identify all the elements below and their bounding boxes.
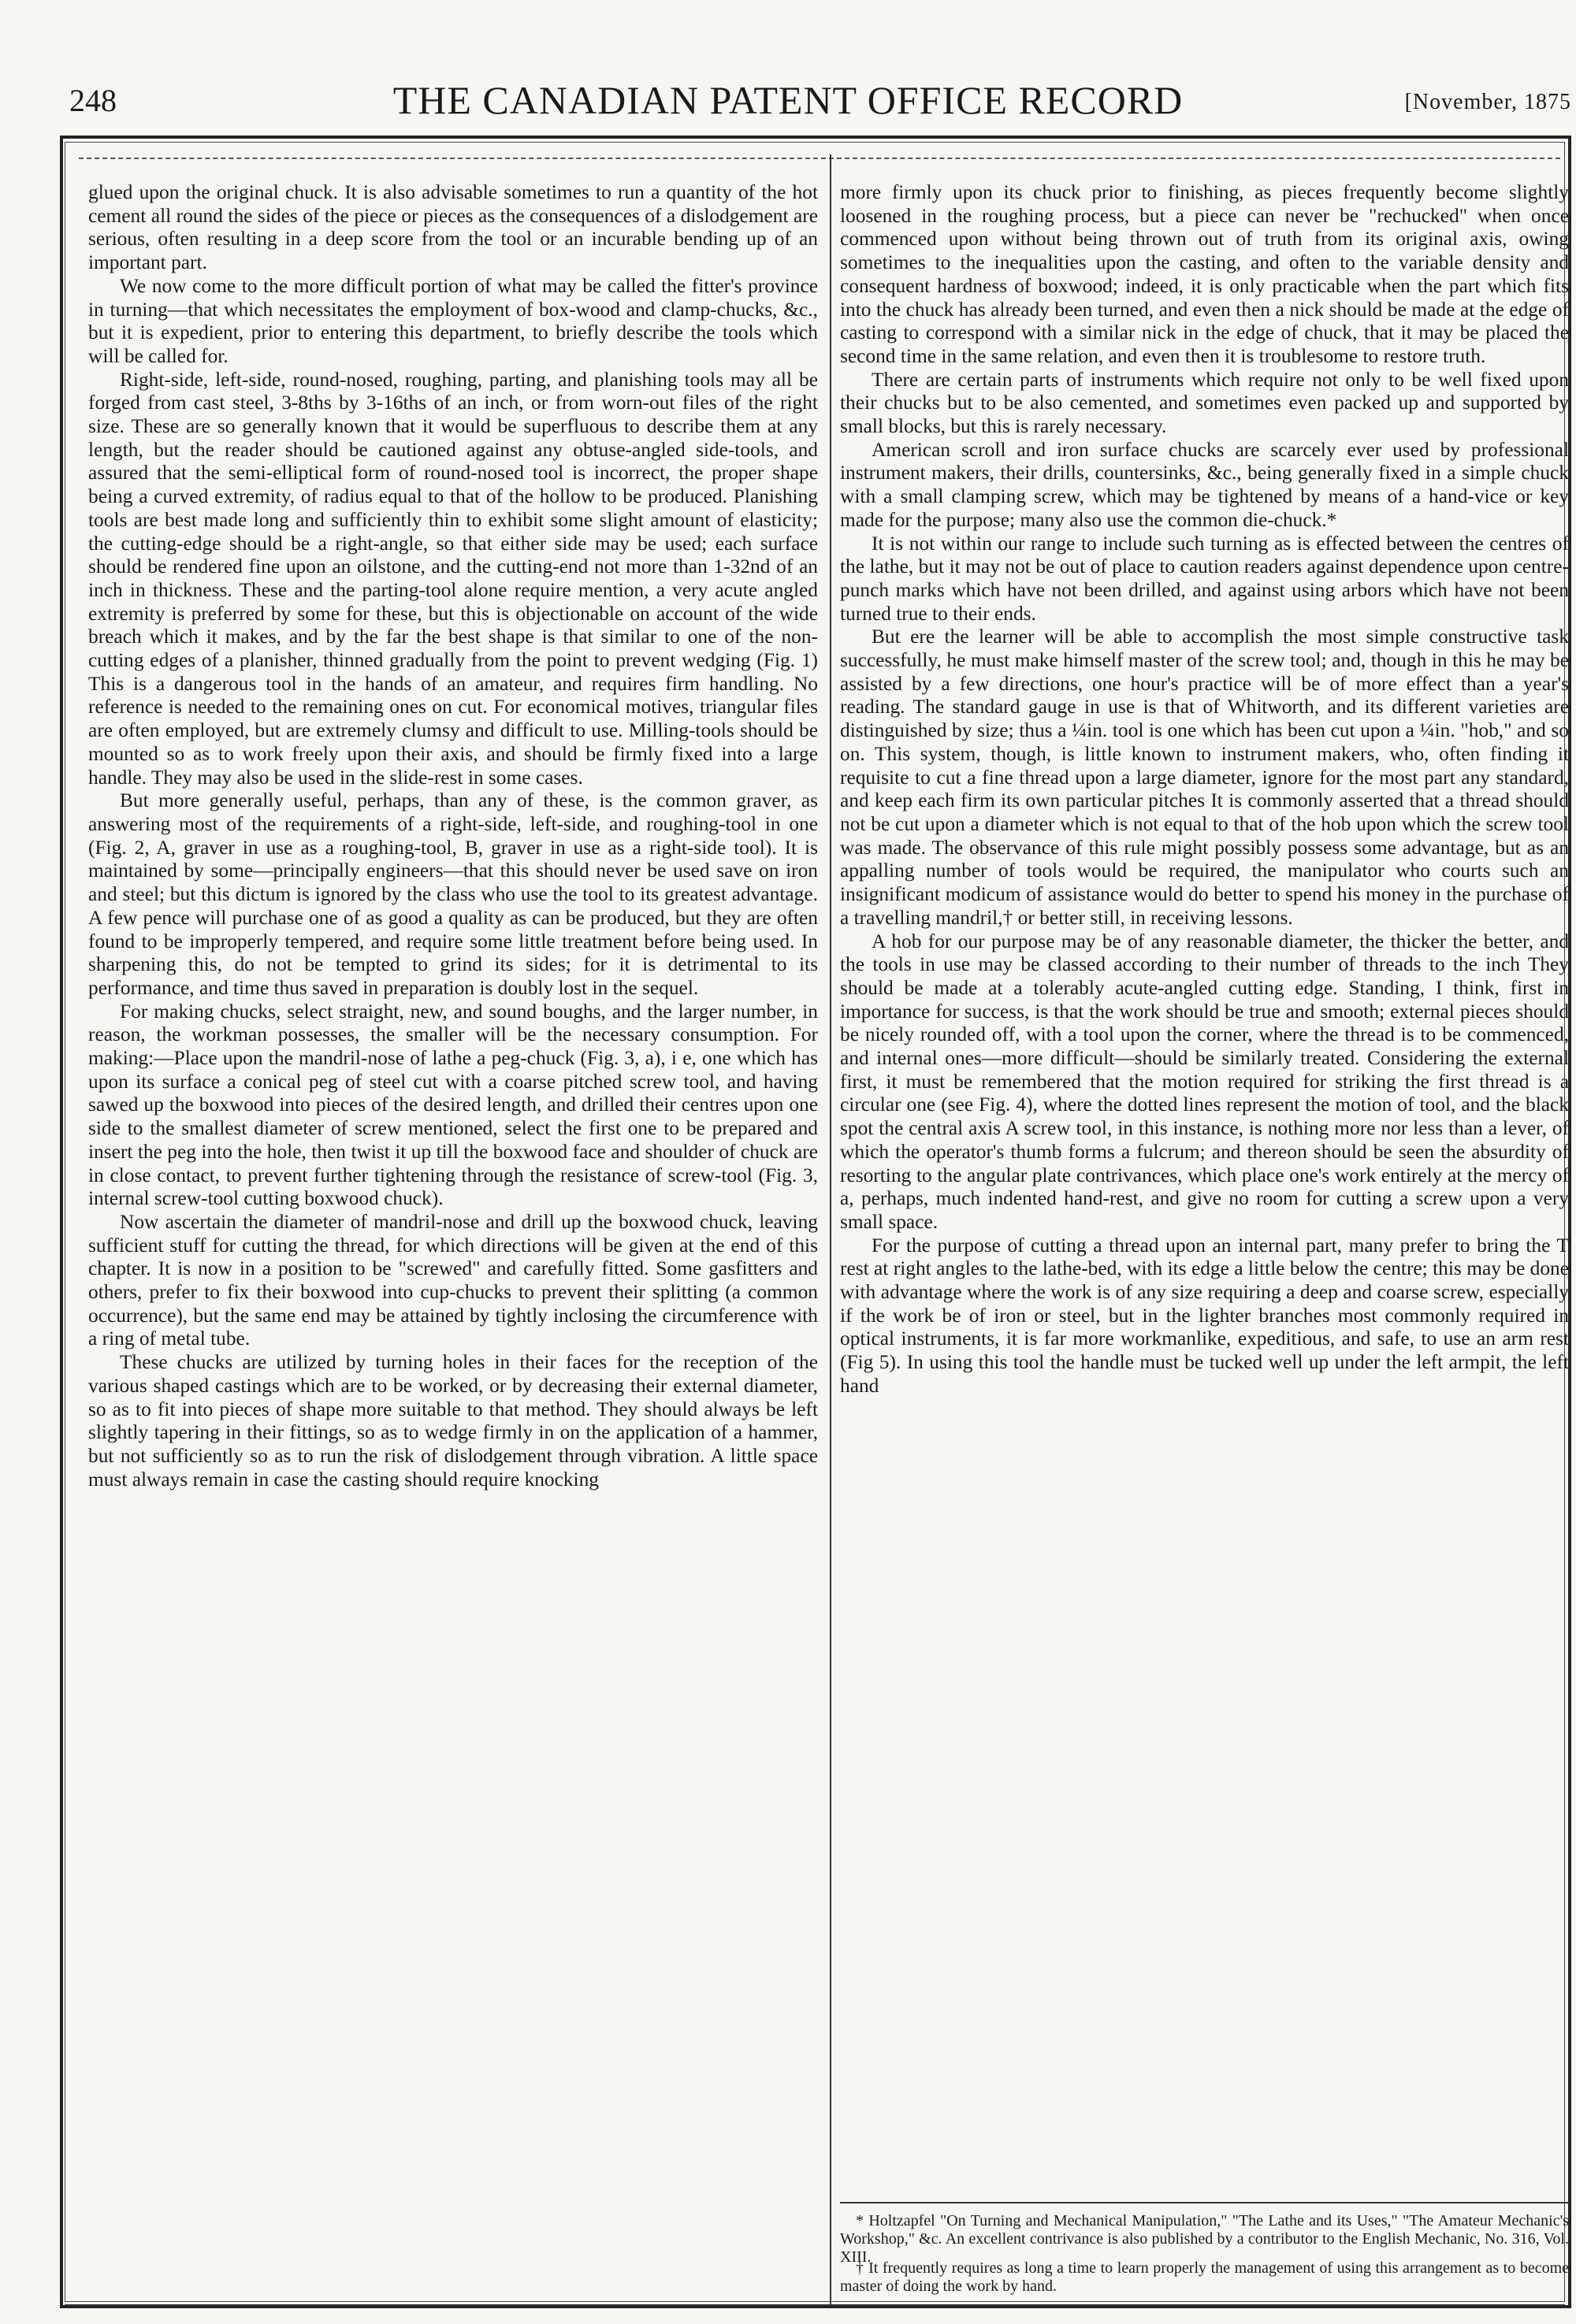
paragraph: These chucks are utilized by turning holes in their faces for the reception of the various shaped castings which are to be worked, or by decreasing their external diameter, so as to fit into pieces of shape more suitable to that method. They should always be left slightly tapering in their fittings, so as to wedge firmly in on the application of a hammer, but not sufficiently so as to run the risk of dislodgement through vibration. A little space must always remain in case the casting should require knocking xyxy=(88,1351,818,1491)
paragraph: glued upon the original chuck. It is also advisable sometimes to run a quantity of the hot cement all round the sides of the piece or pieces as the consequences of a dislodgement are serious, often resulting in a deep score from the tool or an incurable bending up of an important part. xyxy=(88,181,818,274)
footnote xyxy=(840,2259,1569,2296)
bottom-rule xyxy=(65,2304,1565,2306)
right-column xyxy=(840,181,1569,1398)
paragraph: But ere the learner will be able to accomplish the most simple constructive task successfully, he must make himself master of the screw tool; and, though in this he may be assisted by a few directions, one hour's practice will be of more effect than a year's reading. The standard gauge in use is that of Whitworth, and its different varieties are distinguished by size; thus a ¼in. tool is one which has been cut upon a ¼in. "hob," and so on. This system, though, is little known to instrument makers, who, often finding it requisite to cut a fine thread upon a large diameter, ignore for the most part any standard, and keep each firm its own particular pitches It is commonly asserted that a thread should not be cut upon a diameter which is not equal to that of the hob upon which the screw tool was made. The observance of this rule might possibly possess some advantage, but as an appalling number of tools would be required, the manipulator who courts such an insignificant modicum of assistance would do better to spend his money in the purchase of a travelling mandril,† or better still, in receiving lessons. xyxy=(840,626,1569,929)
issue-date: [November, 1875 xyxy=(1404,90,1571,114)
paragraph: For making chucks, select straight, new, and sound boughs, and the larger number, in reason, the workman possesses, the smaller will be the necessary consumption. For making:—Place upon the mandril-nose of lathe a peg-chuck (Fig. 3, a), i e, one which has upon its surface a conical peg of steel cut with a coarse pitched screw tool, and having sawed up the boxwood into pieces of the desired length, and drilled their centres upon one side to the smallest diameter of screw mentioned, select the first one to be prepared and insert the peg into the hole, then twist it up till the boxwood face and shoulder of chuck are in close contact, to prevent further tightening through the resistance of screw-tool (Fig. 3, internal screw-tool cutting boxwood chuck). xyxy=(88,1000,818,1210)
paragraph: There are certain parts of instruments which require not only to be well fixed upon their chucks but to be also cemented, and sometimes even packed up and supported by small blocks, but this is rarely necessary. xyxy=(840,368,1569,438)
footnote-text: * Holtzapfel "On Turning and Mechanical Manipulation," "The Lathe and its Uses," "The Amateur Mechanic's Workshop," &c. An excellent contrivance is also published by a contributor to the English Mechanic, No. 316, Vol. XIII. xyxy=(840,2212,1569,2266)
top-dashed-rule xyxy=(79,158,1560,159)
footnote-text: † It frequently requires as long a time to learn properly the management of using this arrangement as to become master of doing the work by hand. xyxy=(840,2259,1569,2295)
paragraph: But more generally useful, perhaps, than any of these, is the common graver, as answering most of the requirements of a right-side, left-side, and roughing-tool in one (Fig. 2, A, graver in use as a roughing-tool, B, graver in use as a right-side tool). It is maintained by some—principally engineers—that this should never be used save on iron and steel; but this dictum is ignored by the class who use the tool to its greatest advantage. A few pence will purchase one of as good a quality as can be produced, but they are often found to be improperly tempered, and require some little treatment before being used. In sharpening this, do not be tempted to grind its sides; for it is detrimental to its performance, and time thus saved in preparation is doubly lost in the sequel. xyxy=(88,789,818,999)
page-header xyxy=(0,77,1576,124)
paragraph: For the purpose of cutting a thread upon an internal part, many prefer to bring the T rest at right angles to the lathe-bed, with its edge a little below the centre; this may be done with advantage where the work is of any size requiring a deep and coarse screw, especially if the work be of iron or steel, but in the lighter branches most commonly required in optical instruments, it is far more workmanlike, expeditious, and safe, to use an arm rest (Fig 5). In using this tool the handle must be tucked well up under the left armpit, the left hand xyxy=(840,1234,1569,1397)
paragraph: We now come to the more difficult portion of what may be called the fitter's province in turning—that which necessitates the employment of box-wood and clamp-chucks, &c., but it is expedient, prior to entering this department, to briefly describe the tools which will be called for. xyxy=(88,274,818,367)
paragraph: It is not within our range to include such turning as is effected between the centres of the lathe, but it may not be out of place to caution readers against dependence upon centre-punch marks which have not been drilled, and against using arbors which have not been turned true to their ends. xyxy=(840,532,1569,625)
column-divider xyxy=(830,154,831,2305)
paragraph: Now ascertain the diameter of mandril-nose and drill up the boxwood chuck, leaving sufficient stuff for cutting the thread, for which directions will be given at the end of this chapter. It is now in a position to be "screwed" and carefully fitted. Some gasfitters and others, prefer to fix their boxwood into cup-chucks to prevent their splitting (a common occurrence), but the same end may be attained by tightly inclosing the circumference with a ring of metal tube. xyxy=(88,1210,818,1350)
left-column xyxy=(88,181,818,1491)
footnote xyxy=(840,2212,1569,2266)
journal-title: THE CANADIAN PATENT OFFICE RECORD xyxy=(392,78,1184,122)
paragraph: A hob for our purpose may be of any reasonable diameter, the thicker the better, and the tools in use may be classed according to their number of threads to the inch They should be made at a tolerably acute-angled cutting edge. Standing, I think, first in importance for success, is that the work should be true and smooth; external pieces should be nicely rounded off, with a tool upon the corner, where the thread is to be commenced, and internal ones—more difficult—should be similarly treated. Considering the external first, it must be remembered that the motion required for striking the first thread is a circular one (see Fig. 4), where the dotted lines represent the motion of tool, and the black spot the central axis A screw tool, in this instance, is nothing more nor less than a lever, of which the operator's thumb forms a fulcrum; and thereon should be seen the absurdity of resorting to the angular plate contrivances, which place one's work entirely at the mercy of a, perhaps, much indented hand-rest, and give no room for cutting a screw upon a very small space. xyxy=(840,930,1569,1233)
paragraph: more firmly upon its chuck prior to finishing, as pieces frequently become slightly loosened in the roughing process, but a piece can never be "rechucked" when once commenced upon without being thrown out of truth from its original axis, owing sometimes to the inequalities upon the casting, and often to the variable density and consequent hardness of boxwood; indeed, it is only practicable when the part which fits into the chuck has already been turned, and even then a nick should be made at the edge of casting to correspond with a similar nick in the edge of chuck, that it may be placed the second time in the same relation, and even then it is troublesome to restore truth. xyxy=(840,181,1569,367)
page-number: 248 xyxy=(69,83,117,118)
footnote-rule xyxy=(840,2202,1569,2203)
paragraph: American scroll and iron surface chucks are scarcely ever used by professional instrument makers, their drills, countersinks, &c., being generally fixed in a simple chuck with a small clamping screw, which may be tightened by means of a hand-vice or key made for the purpose; many also use the common die-chuck.* xyxy=(840,438,1569,531)
paragraph: Right-side, left-side, round-nosed, roughing, parting, and planishing tools may all be forged from cast steel, 3-8ths by 3-16ths of an inch, or from worn-out files of the right size. These are so generally known that it would be superfluous to describe them at any length, but the reader should be cautioned against any obtuse-angled side-tools, and assured that the semi-elliptical form of round-nosed tool is incorrect, the proper shape being a curved extremity, of radius equal to that of the hollow to be produced. Planishing tools are best made long and sufficiently thin to exhibit some slight amount of elasticity; the cutting-edge should be a right-angle, so that either side may be used; each surface should be rendered fine upon an oilstone, and the cutting-end not more than 1-32nd of an inch in thickness. These and the parting-tool alone require mention, a very acute angled extremity is preferred by some for these, but this is objectionable on account of the wide breach which it makes, and by the far the best shape is that similar to one of the non-cutting edges of a planisher, thinned gradually from the point to prevent wedging (Fig. 1) This is a dangerous tool in the hands of an amateur, and requires firm handling. No reference is needed to the remaining ones on cut. For economical motives, triangular files are often employed, but are extremely clumsy and difficult to use. Milling-tools should be mounted so as to work freely upon their axis, and should be firmly fixed into a large handle. They may also be used in the slide-rest in some cases. xyxy=(88,368,818,789)
